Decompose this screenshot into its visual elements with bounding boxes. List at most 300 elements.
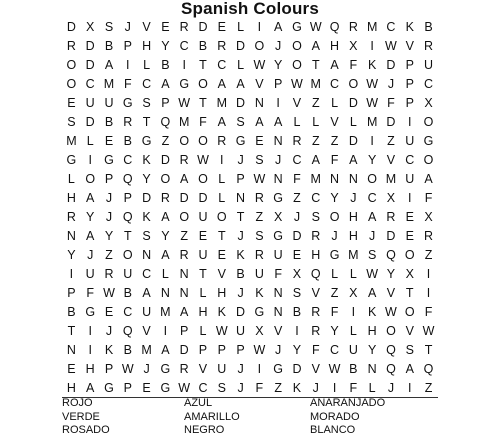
- grid-letter[interactable]: N: [367, 362, 377, 376]
- grid-letter[interactable]: G: [179, 77, 190, 91]
- grid-letter[interactable]: N: [348, 172, 358, 186]
- grid-letter[interactable]: R: [66, 39, 76, 53]
- grid-letter[interactable]: U: [273, 248, 283, 262]
- grid-letter[interactable]: H: [85, 362, 95, 376]
- grid-letter[interactable]: A: [217, 115, 226, 129]
- grid-letter[interactable]: U: [85, 96, 95, 110]
- grid-letter[interactable]: F: [349, 381, 358, 395]
- grid-letter[interactable]: D: [348, 96, 358, 110]
- grid-letter[interactable]: P: [217, 343, 226, 357]
- grid-letter[interactable]: R: [179, 20, 189, 34]
- grid-letter[interactable]: Y: [273, 58, 283, 72]
- grid-letter[interactable]: P: [405, 58, 414, 72]
- grid-letter[interactable]: D: [85, 39, 95, 53]
- grid-letter[interactable]: J: [237, 286, 244, 300]
- grid-letter[interactable]: M: [366, 20, 378, 34]
- grid-letter[interactable]: P: [123, 191, 132, 205]
- grid-letter[interactable]: X: [255, 324, 264, 338]
- grid-letter[interactable]: O: [348, 77, 359, 91]
- grid-letter[interactable]: K: [217, 305, 226, 319]
- grid-letter[interactable]: B: [104, 39, 114, 53]
- grid-letter[interactable]: E: [405, 229, 414, 243]
- grid-letter[interactable]: P: [405, 77, 414, 91]
- grid-letter[interactable]: O: [160, 172, 171, 186]
- grid-letter[interactable]: X: [424, 96, 433, 110]
- grid-letter[interactable]: A: [217, 77, 226, 91]
- grid-letter[interactable]: R: [424, 229, 434, 243]
- grid-letter[interactable]: A: [161, 248, 170, 262]
- grid-letter[interactable]: Q: [122, 172, 133, 186]
- grid-letter[interactable]: Q: [423, 362, 434, 376]
- grid-letter[interactable]: L: [312, 115, 320, 129]
- grid-letter[interactable]: R: [179, 153, 189, 167]
- grid-letter[interactable]: F: [349, 58, 358, 72]
- grid-letter[interactable]: B: [123, 343, 132, 357]
- grid-letter[interactable]: U: [198, 210, 208, 224]
- grid-letter[interactable]: R: [311, 229, 321, 243]
- grid-letter[interactable]: B: [123, 286, 132, 300]
- grid-letter[interactable]: K: [405, 20, 414, 34]
- grid-letter[interactable]: W: [385, 305, 397, 319]
- grid-letter[interactable]: P: [405, 96, 414, 110]
- grid-letter[interactable]: U: [254, 267, 264, 281]
- grid-letter[interactable]: F: [330, 305, 339, 319]
- grid-letter[interactable]: S: [104, 20, 114, 34]
- grid-letter[interactable]: L: [143, 58, 151, 72]
- grid-letter[interactable]: K: [367, 58, 377, 72]
- grid-letter[interactable]: F: [424, 191, 433, 205]
- grid-letter[interactable]: M: [216, 96, 227, 110]
- grid-letter[interactable]: R: [160, 191, 170, 205]
- grid-letter[interactable]: J: [312, 381, 319, 395]
- grid-letter[interactable]: Y: [367, 343, 377, 357]
- grid-letter[interactable]: F: [123, 77, 132, 91]
- grid-letter[interactable]: G: [66, 153, 77, 167]
- grid-letter[interactable]: E: [104, 305, 114, 319]
- grid-letter[interactable]: A: [424, 172, 433, 186]
- grid-letter[interactable]: K: [367, 305, 377, 319]
- grid-letter[interactable]: N: [236, 191, 246, 205]
- grid-letter[interactable]: V: [386, 286, 396, 300]
- grid-letter[interactable]: S: [311, 210, 320, 224]
- grid-letter[interactable]: F: [255, 381, 264, 395]
- grid-letter[interactable]: C: [142, 267, 152, 281]
- grid-letter[interactable]: Z: [274, 381, 282, 395]
- grid-letter[interactable]: C: [123, 305, 133, 319]
- grid-letter[interactable]: X: [405, 267, 414, 281]
- grid-letter[interactable]: R: [123, 115, 133, 129]
- grid-letter[interactable]: P: [67, 286, 76, 300]
- grid-letter[interactable]: Y: [292, 343, 302, 357]
- grid-letter[interactable]: J: [143, 362, 150, 376]
- grid-letter[interactable]: O: [85, 172, 96, 186]
- grid-letter[interactable]: G: [254, 305, 265, 319]
- grid-letter[interactable]: W: [366, 267, 379, 281]
- grid-letter[interactable]: E: [142, 381, 151, 395]
- grid-letter[interactable]: A: [86, 229, 95, 243]
- grid-letter[interactable]: L: [218, 191, 226, 205]
- grid-letter[interactable]: A: [273, 20, 283, 34]
- grid-letter[interactable]: G: [160, 381, 171, 395]
- grid-letter[interactable]: N: [273, 134, 283, 148]
- grid-letter[interactable]: V: [311, 362, 320, 376]
- grid-letter[interactable]: T: [142, 115, 151, 129]
- grid-letter[interactable]: C: [179, 39, 189, 53]
- grid-letter[interactable]: S: [255, 229, 264, 243]
- grid-letter[interactable]: W: [121, 362, 134, 376]
- grid-letter[interactable]: I: [257, 362, 262, 376]
- grid-letter[interactable]: L: [86, 134, 94, 148]
- grid-letter[interactable]: D: [142, 191, 152, 205]
- grid-letter[interactable]: A: [311, 153, 320, 167]
- grid-letter[interactable]: C: [85, 77, 95, 91]
- grid-letter[interactable]: J: [124, 20, 131, 34]
- grid-letter[interactable]: G: [85, 305, 96, 319]
- grid-letter[interactable]: D: [386, 58, 396, 72]
- grid-letter[interactable]: U: [236, 324, 246, 338]
- grid-letter[interactable]: A: [273, 115, 283, 129]
- grid-letter[interactable]: K: [255, 286, 264, 300]
- grid-letter[interactable]: S: [367, 248, 377, 262]
- grid-letter[interactable]: D: [160, 153, 170, 167]
- grid-letter[interactable]: O: [66, 58, 77, 72]
- grid-letter[interactable]: A: [86, 191, 95, 205]
- grid-letter[interactable]: W: [309, 20, 322, 34]
- grid-letter[interactable]: C: [405, 153, 415, 167]
- grid-letter[interactable]: J: [275, 343, 282, 357]
- grid-letter[interactable]: L: [331, 96, 339, 110]
- grid-letter[interactable]: X: [424, 210, 433, 224]
- grid-letter[interactable]: D: [236, 39, 246, 53]
- grid-letter[interactable]: J: [275, 39, 282, 53]
- grid-letter[interactable]: X: [349, 39, 358, 53]
- grid-letter[interactable]: C: [123, 153, 133, 167]
- grid-letter[interactable]: J: [387, 381, 395, 395]
- grid-letter[interactable]: I: [88, 343, 92, 357]
- grid-letter[interactable]: J: [105, 210, 113, 224]
- grid-letter[interactable]: H: [142, 39, 152, 53]
- grid-letter[interactable]: J: [369, 229, 376, 243]
- grid-letter[interactable]: F: [293, 172, 301, 186]
- grid-letter[interactable]: I: [426, 267, 431, 281]
- grid-letter[interactable]: O: [386, 324, 396, 338]
- grid-letter[interactable]: E: [217, 20, 226, 34]
- grid-letter[interactable]: P: [123, 381, 132, 395]
- grid-letter[interactable]: W: [253, 343, 266, 357]
- grid-letter[interactable]: D: [292, 362, 302, 376]
- grid-letter[interactable]: F: [199, 115, 207, 129]
- grid-letter[interactable]: R: [217, 134, 227, 148]
- grid-letter[interactable]: I: [220, 153, 224, 167]
- grid-letter[interactable]: U: [405, 134, 415, 148]
- grid-letter[interactable]: Z: [424, 248, 433, 262]
- grid-letter[interactable]: A: [367, 286, 377, 300]
- grid-letter[interactable]: B: [349, 362, 358, 376]
- grid-letter[interactable]: Y: [104, 229, 114, 243]
- grid-letter[interactable]: Y: [161, 229, 170, 243]
- grid-letter[interactable]: S: [217, 381, 226, 395]
- grid-letter[interactable]: D: [292, 229, 302, 243]
- grid-letter[interactable]: K: [236, 248, 245, 262]
- grid-letter[interactable]: L: [218, 172, 226, 186]
- grid-letter[interactable]: R: [217, 39, 227, 53]
- grid-letter[interactable]: J: [293, 210, 301, 224]
- grid-letter[interactable]: W: [291, 77, 303, 91]
- grid-letter[interactable]: B: [198, 39, 208, 53]
- grid-letter[interactable]: Z: [255, 210, 264, 224]
- grid-letter[interactable]: A: [255, 115, 264, 129]
- grid-letter[interactable]: J: [237, 381, 244, 395]
- grid-letter[interactable]: Y: [330, 324, 339, 338]
- grid-letter[interactable]: V: [217, 267, 226, 281]
- grid-letter[interactable]: A: [161, 77, 170, 91]
- grid-letter[interactable]: V: [386, 153, 396, 167]
- grid-letter[interactable]: Q: [310, 267, 321, 281]
- grid-letter[interactable]: C: [330, 343, 340, 357]
- grid-letter[interactable]: T: [199, 267, 207, 281]
- grid-letter[interactable]: P: [273, 77, 283, 91]
- grid-letter[interactable]: M: [160, 305, 171, 319]
- grid-letter[interactable]: D: [198, 20, 208, 34]
- grid-letter[interactable]: V: [142, 20, 151, 34]
- grid-letter[interactable]: E: [198, 229, 208, 243]
- grid-letter[interactable]: E: [405, 210, 414, 224]
- grid-letter[interactable]: D: [85, 58, 95, 72]
- grid-letter[interactable]: V: [311, 286, 320, 300]
- grid-letter[interactable]: V: [405, 324, 414, 338]
- grid-letter[interactable]: Y: [367, 153, 377, 167]
- grid-letter[interactable]: I: [88, 153, 92, 167]
- grid-letter[interactable]: U: [104, 96, 114, 110]
- grid-letter[interactable]: A: [330, 58, 339, 72]
- grid-letter[interactable]: P: [104, 362, 114, 376]
- grid-letter[interactable]: I: [295, 324, 299, 338]
- grid-letter[interactable]: Y: [161, 39, 170, 53]
- grid-letter[interactable]: C: [292, 153, 302, 167]
- grid-letter[interactable]: J: [237, 362, 244, 376]
- grid-letter[interactable]: L: [349, 267, 357, 281]
- grid-letter[interactable]: W: [253, 172, 266, 186]
- grid-letter[interactable]: P: [180, 324, 189, 338]
- grid-letter[interactable]: J: [331, 229, 338, 243]
- grid-letter[interactable]: L: [67, 172, 75, 186]
- grid-letter[interactable]: H: [367, 324, 377, 338]
- grid-letter[interactable]: D: [198, 191, 208, 205]
- grid-letter[interactable]: H: [330, 39, 340, 53]
- grid-letter[interactable]: T: [67, 324, 76, 338]
- grid-letter[interactable]: X: [273, 210, 283, 224]
- grid-letter[interactable]: Q: [386, 362, 396, 376]
- grid-letter[interactable]: L: [331, 267, 339, 281]
- grid-letter[interactable]: Y: [67, 248, 76, 262]
- grid-letter[interactable]: G: [104, 153, 114, 167]
- grid-letter[interactable]: Q: [329, 20, 340, 34]
- grid-letter[interactable]: B: [123, 134, 132, 148]
- grid-letter[interactable]: T: [123, 229, 132, 243]
- grid-letter[interactable]: C: [386, 20, 396, 34]
- grid-letter[interactable]: N: [66, 229, 76, 243]
- grid-letter[interactable]: U: [405, 172, 415, 186]
- grid-letter[interactable]: N: [254, 96, 264, 110]
- grid-letter[interactable]: J: [87, 248, 94, 262]
- grid-letter[interactable]: L: [237, 20, 245, 34]
- grid-letter[interactable]: O: [329, 210, 340, 224]
- grid-letter[interactable]: K: [142, 153, 151, 167]
- grid-letter[interactable]: D: [85, 115, 95, 129]
- grid-letter[interactable]: Q: [160, 115, 171, 129]
- grid-letter[interactable]: I: [370, 39, 374, 53]
- grid-letter[interactable]: W: [366, 96, 379, 110]
- grid-letter[interactable]: E: [255, 134, 264, 148]
- grid-letter[interactable]: D: [236, 305, 246, 319]
- grid-letter[interactable]: R: [424, 39, 434, 53]
- grid-letter[interactable]: R: [179, 362, 189, 376]
- grid-letter[interactable]: W: [197, 153, 209, 167]
- grid-letter[interactable]: P: [198, 343, 208, 357]
- grid-letter[interactable]: I: [126, 58, 130, 72]
- grid-letter[interactable]: I: [332, 381, 337, 395]
- grid-letter[interactable]: A: [236, 77, 245, 91]
- grid-letter[interactable]: I: [163, 324, 168, 338]
- grid-letter[interactable]: A: [180, 172, 189, 186]
- grid-letter[interactable]: Z: [105, 248, 113, 262]
- grid-letter[interactable]: J: [105, 324, 113, 338]
- grid-letter[interactable]: R: [66, 210, 76, 224]
- grid-letter[interactable]: B: [67, 305, 76, 319]
- grid-letter[interactable]: G: [292, 20, 302, 34]
- grid-letter[interactable]: N: [273, 305, 283, 319]
- grid-letter[interactable]: M: [385, 172, 397, 186]
- grid-letter[interactable]: T: [199, 96, 207, 110]
- grid-letter[interactable]: T: [311, 58, 320, 72]
- grid-letter[interactable]: F: [330, 153, 339, 167]
- grid-letter[interactable]: Q: [386, 343, 396, 357]
- grid-letter[interactable]: F: [274, 267, 282, 281]
- grid-letter[interactable]: U: [85, 267, 95, 281]
- grid-letter[interactable]: T: [405, 286, 414, 300]
- grid-letter[interactable]: W: [103, 286, 115, 300]
- grid-letter[interactable]: D: [66, 20, 76, 34]
- grid-letter[interactable]: I: [69, 267, 74, 281]
- grid-letter[interactable]: T: [424, 343, 433, 357]
- grid-letter[interactable]: O: [404, 248, 415, 262]
- grid-letter[interactable]: E: [104, 134, 114, 148]
- grid-letter[interactable]: J: [105, 191, 113, 205]
- grid-letter[interactable]: O: [292, 58, 302, 72]
- grid-letter[interactable]: B: [292, 305, 302, 319]
- grid-letter[interactable]: K: [142, 210, 151, 224]
- grid-letter[interactable]: M: [66, 134, 77, 148]
- grid-letter[interactable]: U: [198, 248, 208, 262]
- grid-letter[interactable]: I: [408, 115, 412, 129]
- grid-letter[interactable]: O: [254, 39, 265, 53]
- grid-letter[interactable]: Z: [387, 134, 395, 148]
- grid-letter[interactable]: E: [292, 248, 302, 262]
- grid-letter[interactable]: W: [178, 381, 191, 395]
- grid-letter[interactable]: A: [161, 343, 170, 357]
- grid-letter[interactable]: C: [142, 77, 152, 91]
- grid-letter[interactable]: O: [292, 39, 302, 53]
- grid-letter[interactable]: R: [348, 20, 358, 34]
- grid-letter[interactable]: R: [254, 191, 264, 205]
- grid-letter[interactable]: I: [370, 134, 374, 148]
- grid-letter[interactable]: I: [88, 324, 92, 338]
- grid-letter[interactable]: G: [104, 381, 114, 395]
- grid-letter[interactable]: C: [424, 77, 434, 91]
- grid-letter[interactable]: B: [104, 115, 114, 129]
- grid-letter[interactable]: G: [273, 362, 284, 376]
- grid-letter[interactable]: O: [423, 153, 434, 167]
- grid-letter[interactable]: H: [311, 248, 321, 262]
- grid-letter[interactable]: P: [236, 172, 245, 186]
- grid-letter[interactable]: U: [217, 362, 227, 376]
- grid-letter[interactable]: R: [179, 248, 189, 262]
- grid-letter[interactable]: O: [216, 210, 227, 224]
- grid-letter[interactable]: W: [328, 362, 341, 376]
- grid-letter[interactable]: B: [161, 58, 170, 72]
- grid-letter[interactable]: Z: [311, 134, 320, 148]
- grid-letter[interactable]: C: [367, 191, 377, 205]
- grid-letter[interactable]: O: [179, 210, 190, 224]
- grid-letter[interactable]: I: [426, 286, 431, 300]
- grid-letter[interactable]: I: [351, 305, 356, 319]
- grid-letter[interactable]: X: [292, 267, 302, 281]
- grid-letter[interactable]: Z: [293, 191, 301, 205]
- grid-letter[interactable]: L: [368, 381, 376, 395]
- grid-letter[interactable]: L: [199, 286, 207, 300]
- grid-letter[interactable]: G: [423, 134, 434, 148]
- grid-letter[interactable]: L: [293, 115, 301, 129]
- grid-letter[interactable]: D: [236, 96, 246, 110]
- grid-letter[interactable]: D: [179, 191, 189, 205]
- grid-letter[interactable]: Q: [386, 248, 396, 262]
- grid-letter[interactable]: H: [66, 191, 76, 205]
- grid-letter[interactable]: G: [122, 96, 133, 110]
- grid-letter[interactable]: L: [161, 267, 169, 281]
- grid-letter[interactable]: N: [273, 286, 283, 300]
- grid-letter[interactable]: S: [255, 153, 264, 167]
- grid-letter[interactable]: D: [386, 229, 396, 243]
- grid-letter[interactable]: R: [311, 324, 321, 338]
- grid-letter[interactable]: A: [349, 153, 358, 167]
- grid-letter[interactable]: R: [104, 267, 114, 281]
- grid-letter[interactable]: G: [329, 248, 340, 262]
- grid-letter[interactable]: H: [348, 229, 358, 243]
- grid-letter[interactable]: W: [366, 77, 379, 91]
- grid-letter[interactable]: U: [123, 267, 133, 281]
- grid-letter[interactable]: O: [122, 248, 133, 262]
- grid-letter[interactable]: V: [198, 362, 208, 376]
- grid-letter[interactable]: N: [179, 267, 189, 281]
- grid-letter[interactable]: K: [104, 343, 114, 357]
- grid-letter[interactable]: J: [387, 77, 395, 91]
- grid-letter[interactable]: W: [178, 96, 191, 110]
- grid-letter[interactable]: M: [103, 77, 115, 91]
- grid-letter[interactable]: O: [198, 134, 208, 148]
- grid-letter[interactable]: M: [366, 115, 378, 129]
- grid-letter[interactable]: Z: [330, 286, 339, 300]
- grid-letter[interactable]: F: [311, 343, 320, 357]
- grid-letter[interactable]: R: [254, 248, 264, 262]
- grid-letter[interactable]: O: [198, 172, 208, 186]
- grid-letter[interactable]: S: [292, 286, 302, 300]
- grid-letter[interactable]: T: [236, 210, 245, 224]
- grid-letter[interactable]: V: [405, 39, 414, 53]
- grid-letter[interactable]: O: [198, 77, 208, 91]
- grid-letter[interactable]: Z: [424, 381, 433, 395]
- grid-letter[interactable]: H: [217, 286, 227, 300]
- grid-letter[interactable]: N: [160, 286, 170, 300]
